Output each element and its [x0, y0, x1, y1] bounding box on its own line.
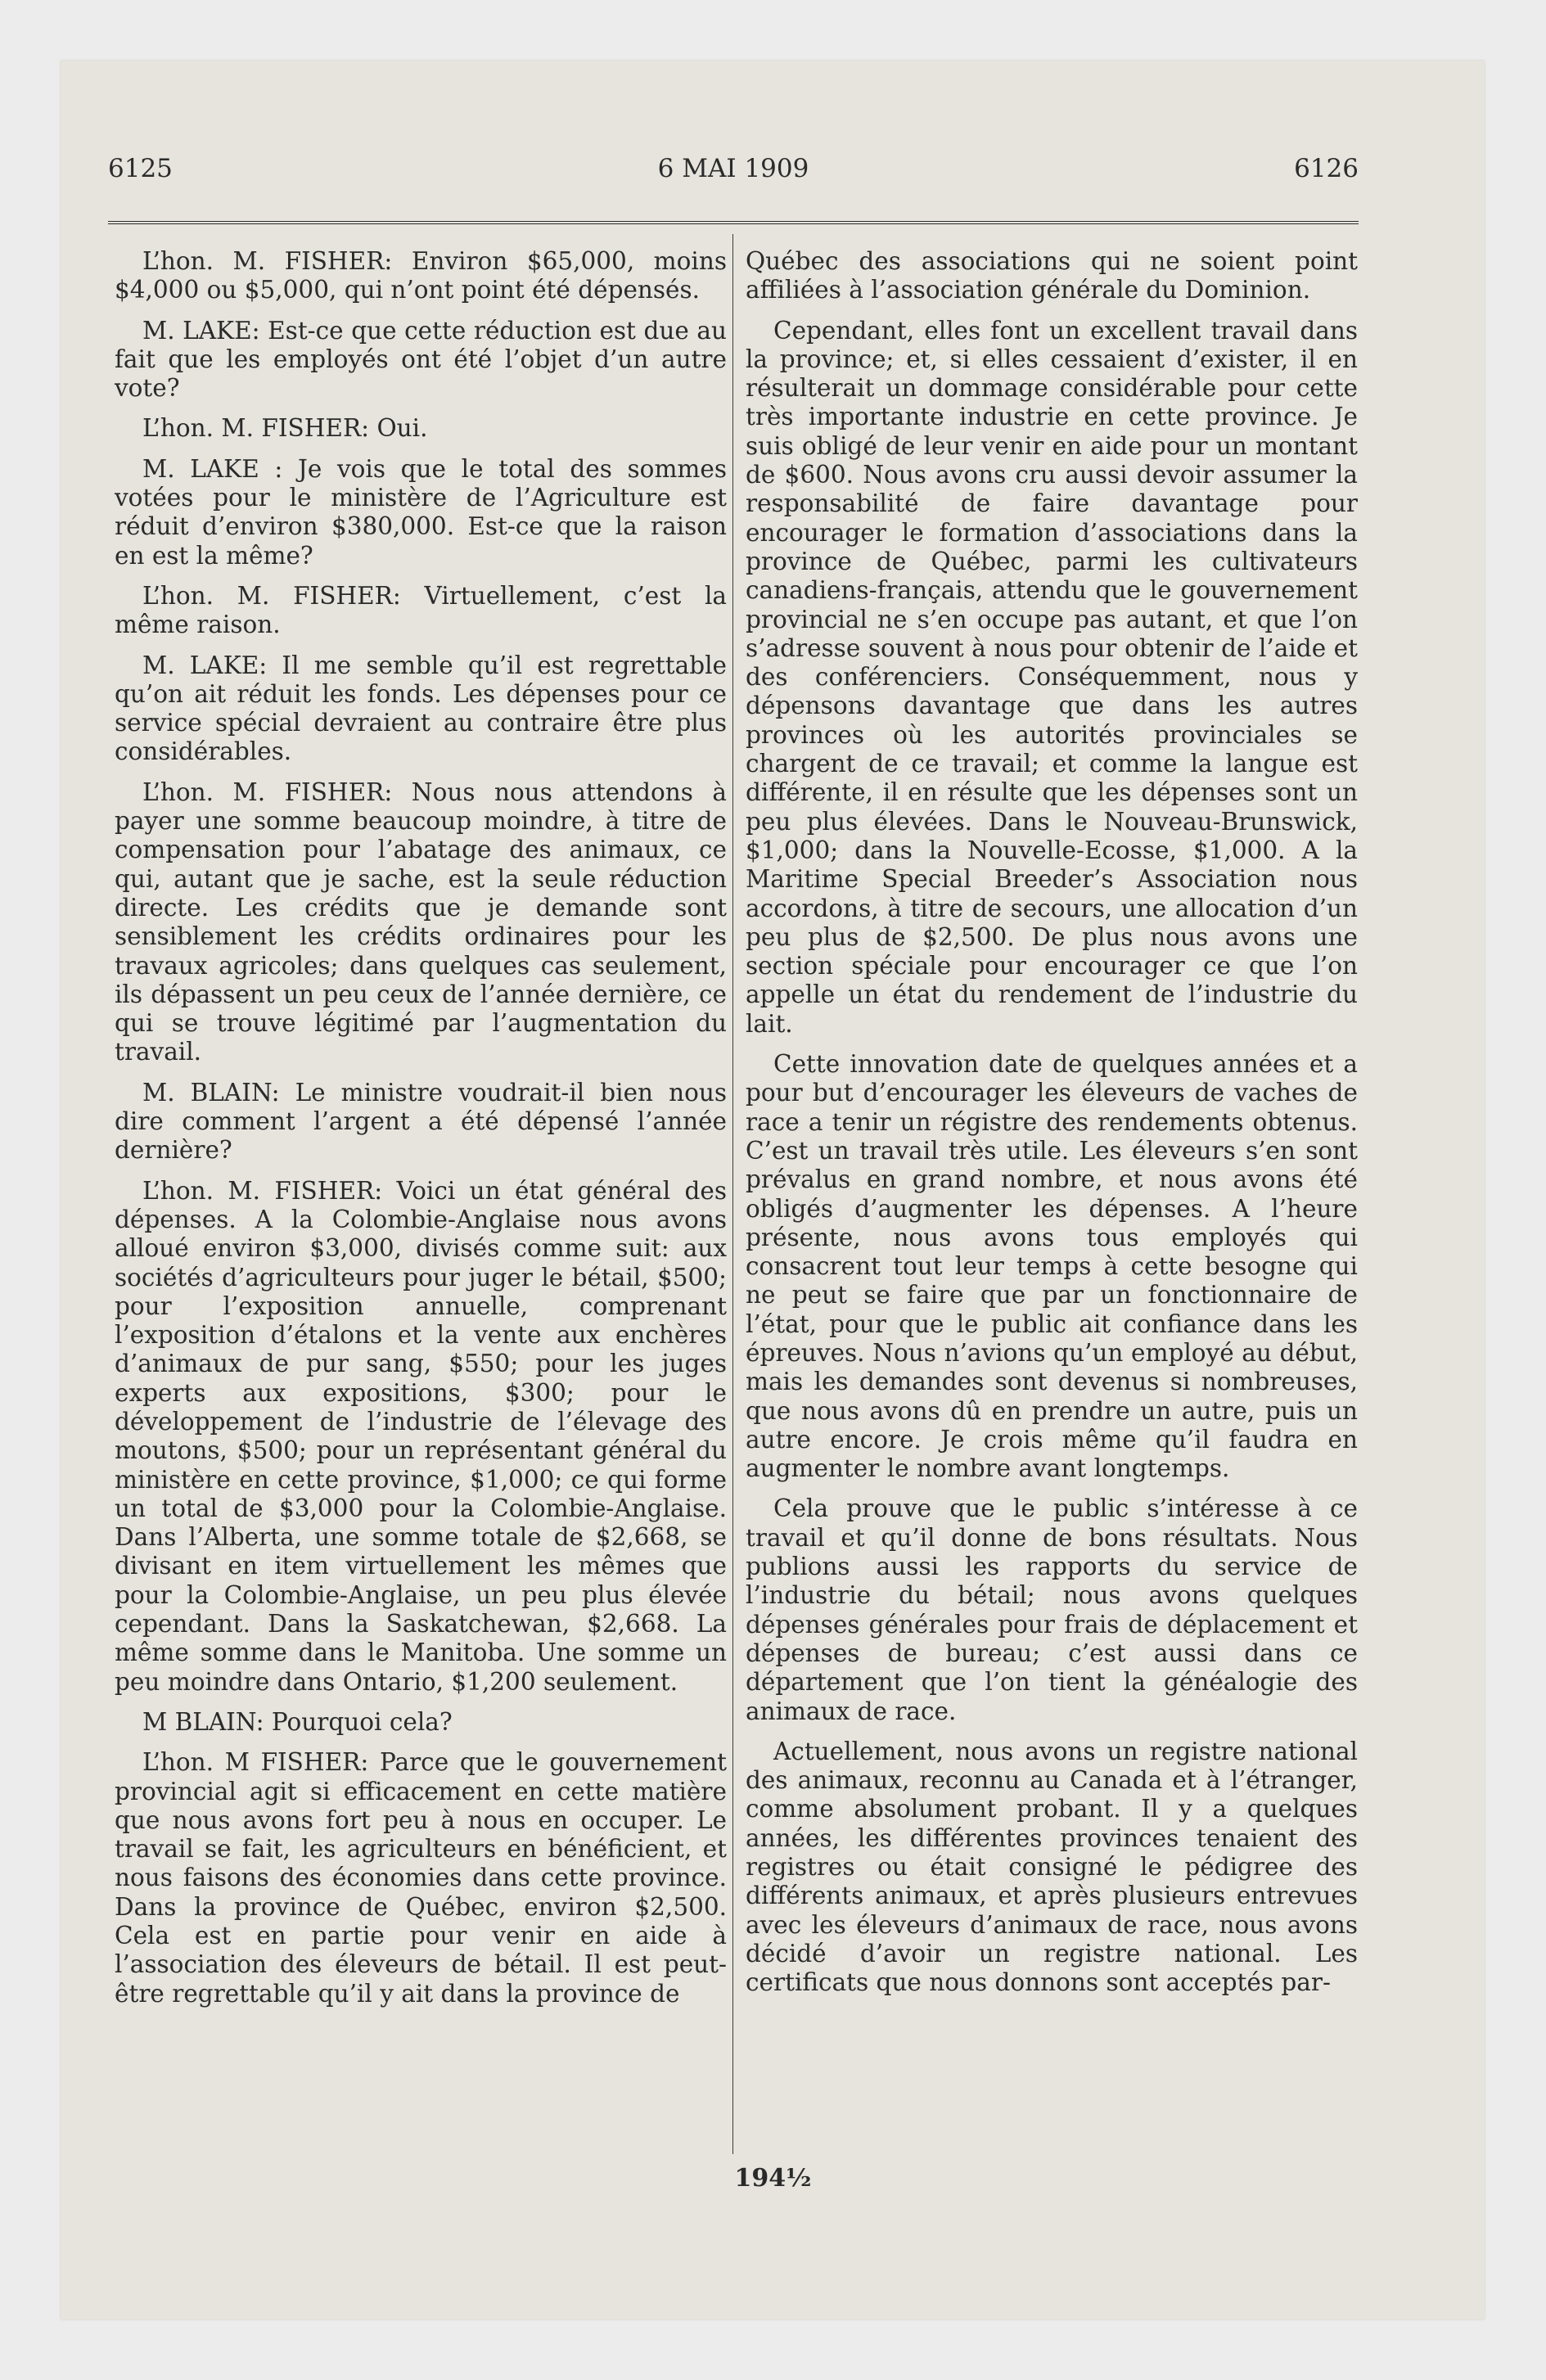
paragraph: Cependant, elles font un excellent travail dans la province; et, si elles cessaient d’exister, il en résulterait un dommage considérable pour cette très importante industrie en cette province. Je suis obligé de leur venir en aide pour un montant de $600. Nous avons cru aussi devoir assumer la responsabilité de faire davantage pour encourager le formation d’associations dans la province de Québec, parmi les cultivateurs canadiens-français, attendu que le gouvernement provincial ne s’en occupe pas autant, et que l’on s’adresse souvent à nous pour obtenir de l’aide et des conférenciers. Conséquemment, nous y dépensons davantage que dans les autres provinces où les autorités provinciales se chargent de ce travail; et comme la langue est différente, il en résulte que les dépenses sont un peu plus élevées. Dans le Nouveau-Brunswick, $1,000; dans la Nouvelle-Ecosse, $1,000. A la Maritime Special Breeder’s Association nous accordons, à titre de secours, une allocation d’un peu plus de $2,500. De plus nous avons une section spéciale pour encourager ce que l’on appelle un état du rendement de l’industrie du lait.	[746, 316, 1358, 1038]
paragraph: M. LAKE: Il me semble qu’il est regrettable qu’on ait réduit les fonds. Les dépenses pour ce service spécial devraient au contraire être plus considérables.	[115, 651, 727, 766]
paragraph: L’hon. M. FISHER: Environ $65,000, moins $4,000 ou $5,000, qui n’ont point été dépensés.	[115, 247, 727, 304]
paragraph: L’hon. M FISHER: Parce que le gouvernement provincial agit si efficacement en cette matière que nous avons fort peu à nous en occuper. Le travail se fait, les agriculteurs en bénéficient, et nous faisons des économies dans cette province. Dans la province de Québec, environ $2,500. Cela est en partie pour venir en aide à l’association des éleveurs de bétail. Il est peut-être regrettable qu’il y ait dans la province de	[115, 1748, 727, 2008]
right-column	[746, 247, 1358, 2009]
paragraph: Québec des associations qui ne soient point affiliées à l’association générale du Dominion.	[746, 247, 1358, 304]
paragraph: L’hon. M. FISHER: Nous nous attendons à payer une somme beaucoup moindre, à titre de compensation pour l’abatage des animaux, ce qui, autant que je sache, est la seule réduction directe. Les crédits que je demande sont sensiblement les crédits ordinaires pour les travaux agricoles; dans quelques cas seulement, ils dépassent un peu ceux de l’année dernière, ce qui se trouve légitimé par l’augmentation du travail.	[115, 778, 727, 1066]
footer-folio: 194½	[734, 2164, 812, 2193]
paragraph: M. LAKE : Je vois que le total des sommes votées pour le ministère de l’Agriculture est réduit d’environ $380,000. Est-ce que la raison en est la même?	[115, 454, 727, 570]
paragraph: Actuellement, nous avons un registre national des animaux, reconnu au Canada et à l’étranger, comme absolument probant. Il y a quelques années, les différentes provinces tenaient des registres ou était consigné le pédigree des différents animaux, et après plusieurs entrevues avec les éleveurs d’animaux de race, nous avons décidé d’avoir un registre national. Les certificats que nous donnons sont acceptés par-	[746, 1737, 1358, 1997]
paragraph: Cela prouve que le public s’intéresse à ce travail et qu’il donne de bons résultats. Nous publions aussi les rapports du service de l’industrie du bétail; nous avons quelques dépenses générales pour frais de déplacement et dépenses de bureau; c’est aussi dans ce département que l’on tient la généalogie des animaux de race.	[746, 1494, 1358, 1725]
paragraph: L’hon. M. FISHER: Oui.	[142, 414, 428, 443]
paragraph: L’hon. M. FISHER: Virtuellement, c’est la même raison.	[115, 581, 727, 639]
page-date: 6 MAI 1909	[657, 154, 809, 183]
paragraph: L’hon. M. FISHER: Voici un état général des dépenses. A la Colombie-Anglaise nous avons alloué environ $3,000, divisés comme suit: aux sociétés d’agriculteurs pour juger le bétail, $500; pour l’exposition annuelle, comprenant l’exposition d’étalons et la vente aux enchères d’animaux de pur sang, $550; pour les juges experts aux expositions, $300; pour le développement de l’industrie de l’élevage des moutons, $500; pour un représentant général du ministère en cette province, $1,000; ce qui forme un total de $3,000 pour la Colombie-Anglaise. Dans l’Alberta, une somme totale de $2,668, se divisant en item virtuellement les mêmes que pour la Colombie-Anglaise, un peu plus élevée cependant. Dans la Saskatchewan, $2,668. La même somme dans le Manitoba. Une somme un peu moindre dans Ontario, $1,200 seulement.	[115, 1176, 727, 1696]
left-column	[115, 247, 727, 2020]
paragraph: M. LAKE: Est-ce que cette réduction est due au fait que les employés ont été l’objet d’un autre vote?	[115, 316, 727, 403]
paragraph: M. BLAIN: Le ministre voudrait-il bien nous dire comment l’argent a été dépensé l’année dernière?	[115, 1078, 727, 1165]
header-rule	[108, 221, 1359, 228]
page-number-right: 6126	[1294, 154, 1359, 183]
column-divider	[732, 234, 733, 2154]
page-header	[108, 154, 1359, 187]
paragraph: Cette innovation date de quelques années et a pour but d’encourager les éleveurs de vaches de race a tenir un régistre des rendements obtenus. C’est un travail très utile. Les éleveurs s’en sont prévalus en grand nombre, et nous avons été obligés d’augmenter les dépenses. A l’heure présente, nous avons tous employés qui consacrent tout leur temps à cette besogne qui ne peut se faire que par un fonctionnaire de l’état, pour que le public ait confiance dans les épreuves. Nous n’avions qu’un employé au début, mais les demandes sont devenus si nombreuses, que nous avons dû en prendre un autre, puis un autre encore. Je crois même qu’il faudra en augmenter le nombre avant longtemps.	[746, 1050, 1358, 1483]
page-number-left: 6125	[108, 154, 173, 183]
paragraph: M BLAIN: Pourquoi cela?	[142, 1707, 453, 1736]
